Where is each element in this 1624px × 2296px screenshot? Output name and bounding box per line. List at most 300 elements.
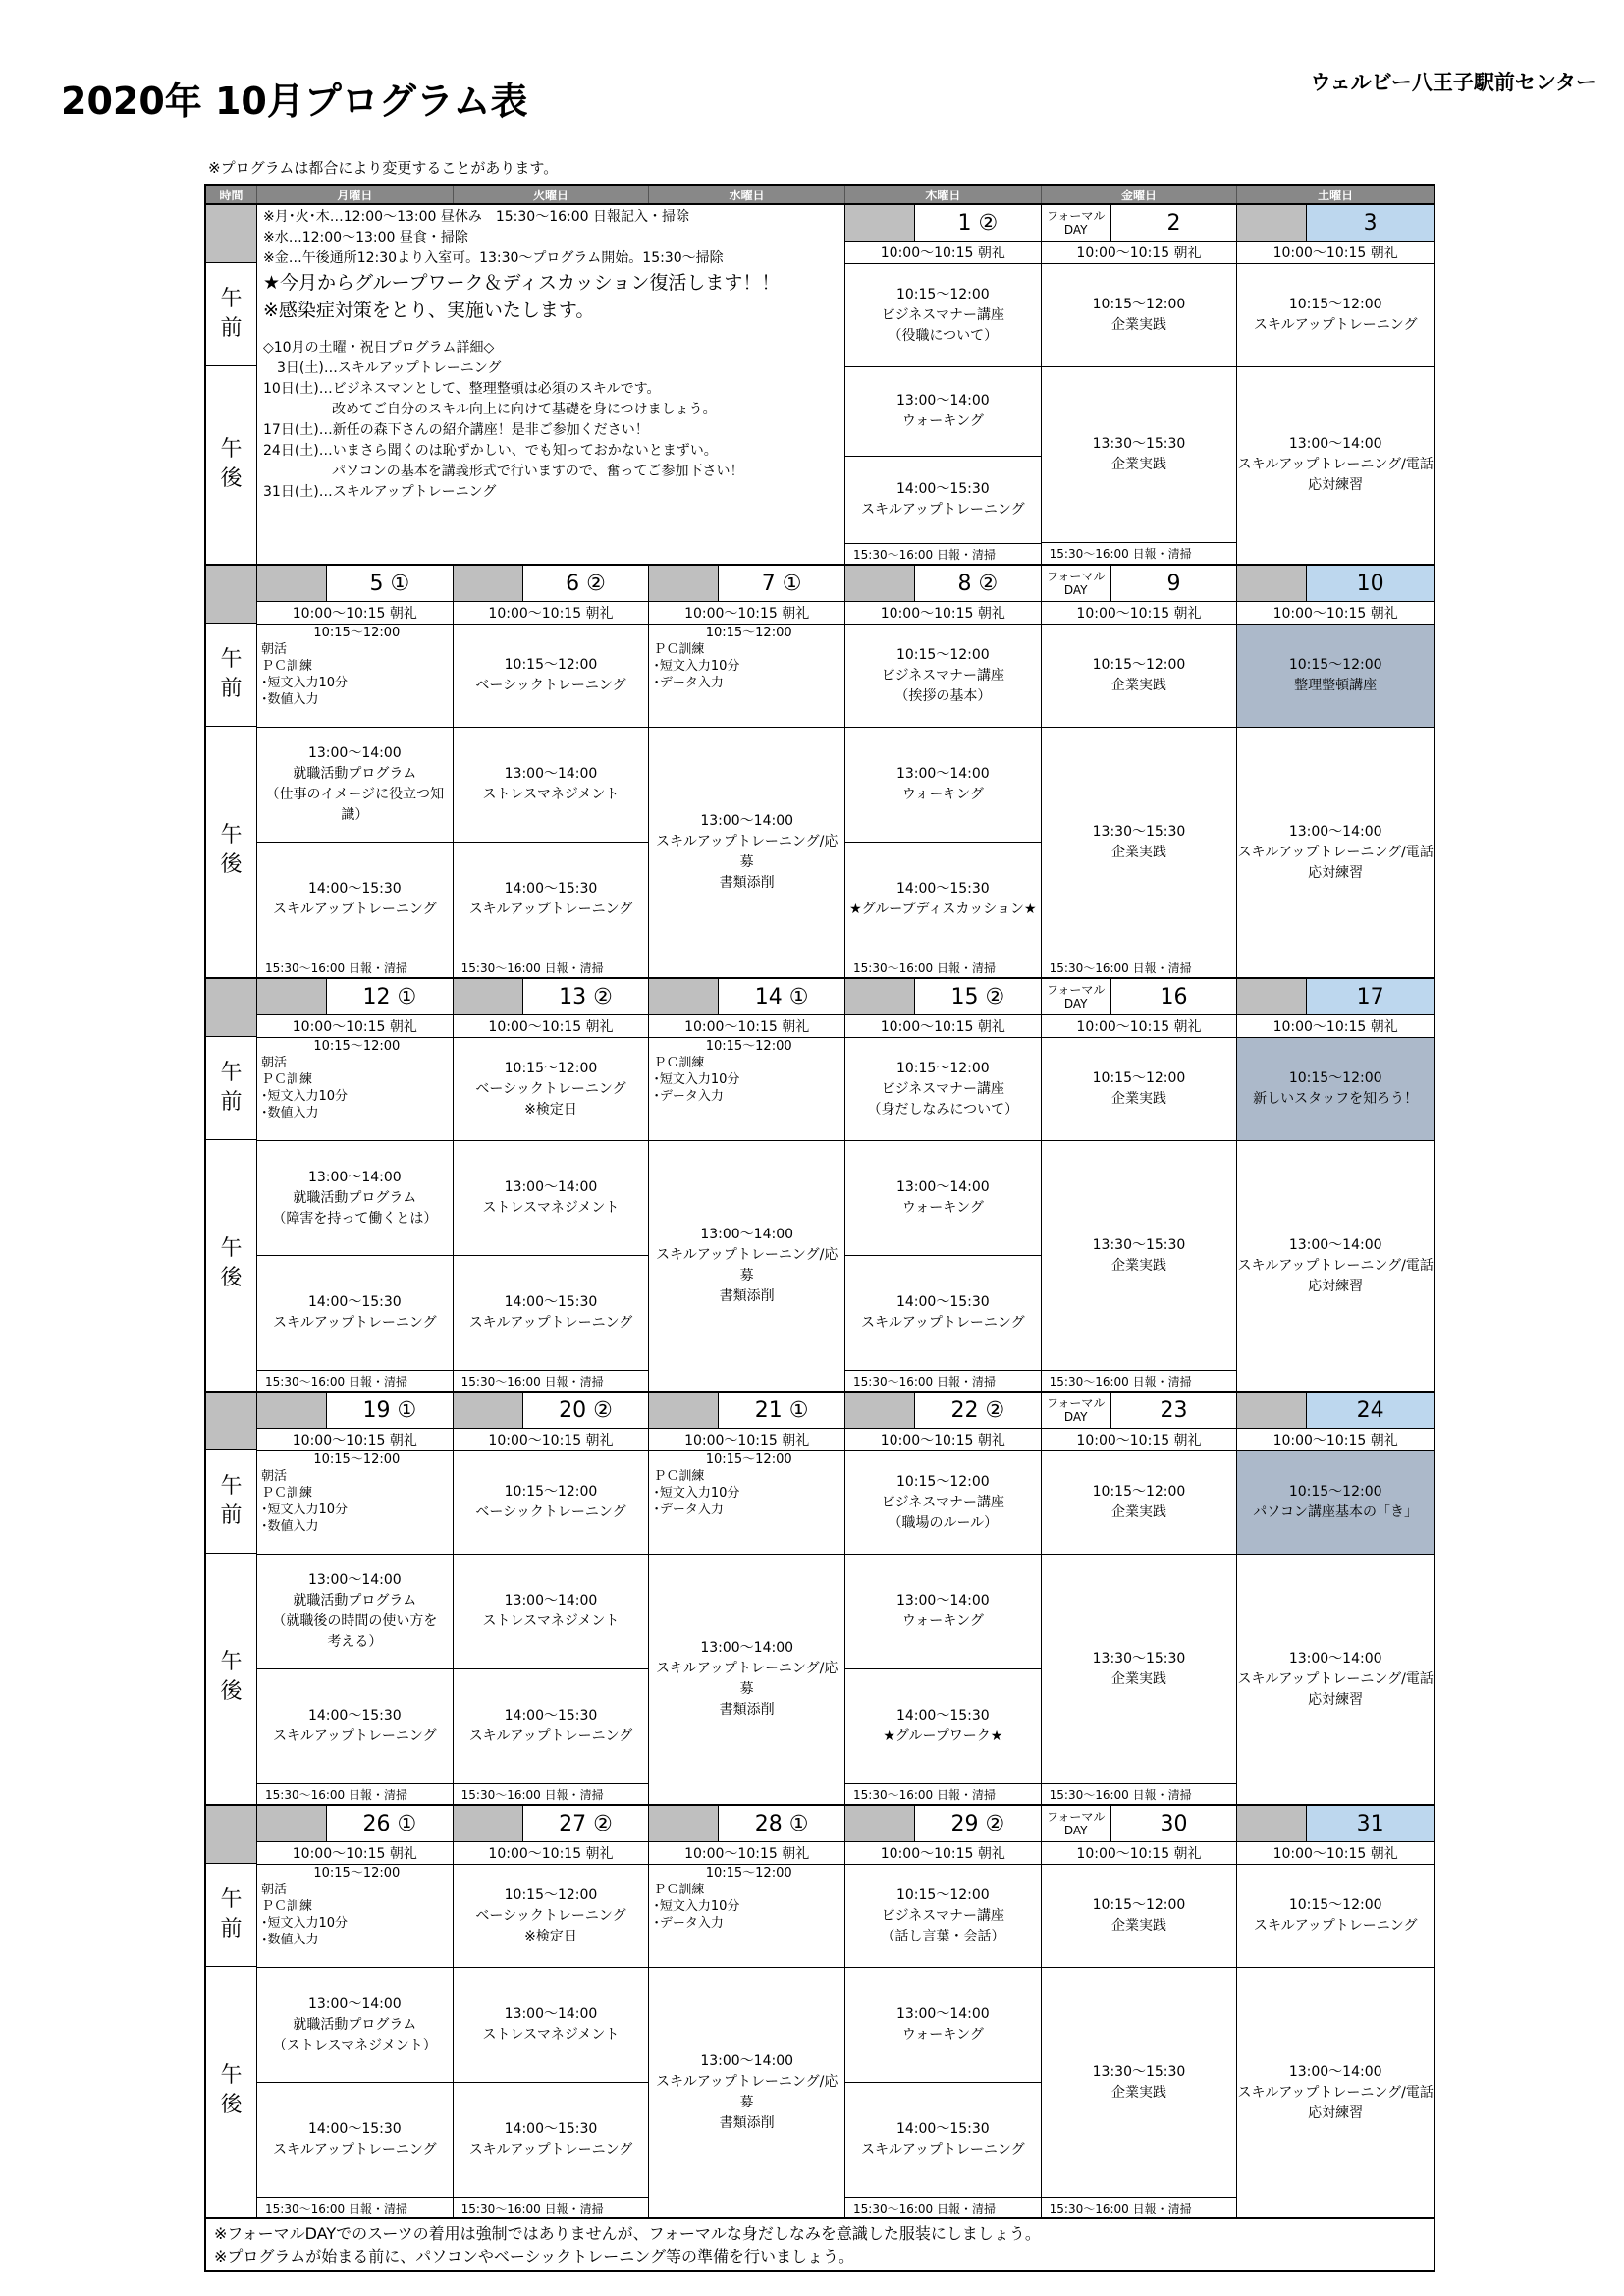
day-cell-thu — [845, 1393, 1042, 1804]
date-number: 3 — [1363, 210, 1378, 236]
header-row — [206, 186, 1434, 203]
pm-char-1: 午 — [220, 823, 243, 847]
program-time: 13:00～14:00 — [504, 2006, 598, 2022]
program-line: 応対練習 — [1308, 1691, 1364, 1708]
closing-task: 15:30～16:00 日報・清掃 — [265, 1787, 407, 1802]
page-title: 2020年 10月プログラム表 — [61, 80, 528, 123]
program-line: 朝活 — [261, 1469, 288, 1484]
program-line: 識） — [341, 807, 369, 823]
am-program — [1042, 1038, 1237, 1141]
program-line: ＰＣ訓練 — [653, 1883, 705, 1897]
date-number: 13 ② — [559, 984, 613, 1010]
date-number: 12 ① — [362, 984, 417, 1010]
program-line: 就職活動プログラム — [293, 766, 417, 782]
day-cell-tue — [454, 979, 650, 1391]
date-number: 14 ① — [754, 984, 809, 1010]
am-program — [845, 1451, 1041, 1555]
am-label — [206, 1450, 256, 1554]
program-line: ベーシックトレーニング — [475, 1080, 626, 1097]
program-time: 14:00～15:30 — [895, 1708, 990, 1723]
program-time: 13:00～14:00 — [1288, 1236, 1382, 1253]
week-2 — [206, 564, 1434, 977]
morning-assembly: 10:00～10:15 朝礼 — [454, 1015, 649, 1038]
program-line: ･短文入力10分 — [653, 1072, 740, 1087]
program-line: ＰＣ訓練 — [653, 1469, 705, 1484]
am-program — [257, 1451, 453, 1555]
am-char-1: 午 — [220, 1061, 243, 1085]
pm-program-1 — [257, 728, 453, 843]
header-sat: 土曜日 — [1318, 188, 1354, 202]
program-line: ビジネスマナー講座 — [881, 1494, 1004, 1510]
pm-program — [1237, 728, 1434, 977]
morning-assembly: 10:00～10:15 朝礼 — [1042, 1015, 1237, 1038]
date-bar — [257, 1806, 453, 1842]
time-corner — [206, 1806, 256, 1864]
program-name: ビジネスマナー講座 — [881, 306, 1004, 323]
program-line: ビジネスマナー講座 — [881, 1907, 1004, 1924]
am-program — [257, 1865, 453, 1968]
day-cell-thu — [845, 1806, 1042, 2217]
program-time: 13:30～15:30 — [1092, 823, 1186, 840]
program-line: スキルアップトレーニング — [861, 2142, 1025, 2158]
pm-program — [1042, 1968, 1237, 2198]
program-line: スキルアップトレーニング/電話 — [1237, 1670, 1434, 1687]
pm-char-1: 午 — [220, 1650, 243, 1674]
date-number: 16 — [1160, 984, 1188, 1010]
program-time: 13:00～14:00 — [895, 766, 990, 782]
program-line: ･データ入力 — [653, 1916, 724, 1931]
pm-char-2: 後 — [220, 466, 243, 491]
pm-program-2 — [454, 843, 649, 957]
center-name: ウェルビー八王子駅前センター — [1310, 71, 1597, 94]
program-time: 10:15～12:00 — [504, 1484, 598, 1500]
note-line: ★今月からグループワーク＆ディスカッション復活します！！ — [263, 272, 781, 294]
am-program — [649, 625, 844, 728]
pm-label — [206, 1967, 256, 2214]
date-bar — [845, 1393, 1041, 1429]
program-name: スキルアップトレーニング — [861, 502, 1025, 518]
morning-assembly: 10:00～10:15 朝礼 — [1237, 602, 1434, 625]
footer-line: ※フォーマルDAYでのスーツの着用は強制ではありませんが、フォーマルな身だしなみを意識した服装にしましょう。 — [214, 2224, 1041, 2243]
program-line: ＰＣ訓練 — [261, 659, 313, 674]
date-number: 2 — [1166, 210, 1181, 236]
day-cell-wed — [649, 1393, 845, 1804]
program-line: ベーシックトレーニング — [475, 1504, 626, 1520]
note-line: 10日(土)…ビジネスマンとして、整理整頓は必須のスキルです。 — [263, 381, 661, 397]
program-line: スキルアップトレーニング — [468, 1728, 633, 1744]
program-line: ･データ入力 — [653, 1089, 724, 1104]
program-line: 書類添削 — [719, 2115, 775, 2131]
morning-assembly: 10:00～10:15 朝礼 — [845, 602, 1041, 625]
program-line: 企業実践 — [1110, 1091, 1166, 1107]
am-program — [1042, 1451, 1237, 1555]
program-line: 新しいスタッフを知ろう！ — [1253, 1091, 1419, 1107]
program-time: 13:00～14:00 — [504, 1593, 598, 1609]
formal-label-day: DAY — [1063, 223, 1088, 237]
pm-program — [1042, 367, 1237, 543]
formal-label-day: DAY — [1063, 1824, 1088, 1837]
pm-program-1 — [845, 367, 1041, 457]
formal-day-badge — [1042, 1393, 1111, 1428]
formal-day-badge — [1042, 205, 1111, 241]
date-bar — [1237, 979, 1434, 1015]
date-number: 8 ② — [957, 571, 999, 596]
time-corner — [206, 205, 256, 263]
pm-program-2 — [845, 2083, 1041, 2198]
date-pad — [845, 205, 915, 241]
time-corner — [206, 566, 256, 624]
date-number: 28 ① — [754, 1811, 809, 1836]
am-program — [1237, 1038, 1434, 1141]
program-time: 13:00～14:00 — [1288, 436, 1382, 452]
date-bar — [454, 1806, 649, 1842]
program-line: スキルアップトレーニング/応募 — [656, 834, 839, 870]
program-time: 13:00～14:00 — [895, 1593, 990, 1609]
am-label — [206, 624, 256, 727]
program-name: ウォーキング — [901, 413, 984, 429]
program-line: （話し言葉・会話） — [881, 1928, 1005, 1944]
program-time: 10:15～12:00 — [313, 1452, 401, 1467]
date-bar — [1237, 205, 1434, 242]
time-column — [206, 566, 257, 977]
morning-assembly: 10:00～10:15 朝礼 — [845, 1842, 1041, 1865]
day-cell-fri — [1042, 566, 1238, 977]
pm-program — [649, 1555, 844, 1804]
morning-assembly: 10:00～10:15 朝礼 — [649, 1015, 844, 1038]
day-cell-mon — [257, 979, 454, 1391]
date-bar — [454, 1393, 649, 1429]
am-program — [1237, 1451, 1434, 1555]
pm-char-2: 後 — [220, 1266, 243, 1290]
program-line: 企業実践 — [1110, 1257, 1166, 1274]
date-number: 20 ② — [559, 1397, 613, 1423]
note-line: ※金…午後通所12:30より入室可。13:30～プログラム開始。15:30～掃除 — [263, 250, 724, 266]
formal-label: フォーマル — [1046, 209, 1106, 223]
program-line: パソコン講座基本の「き」 — [1253, 1504, 1419, 1520]
pm-label — [206, 727, 256, 974]
pm-program — [649, 728, 844, 977]
morning-assembly: 10:00～10:15 朝礼 — [649, 1842, 844, 1865]
pm-program-2 — [845, 457, 1041, 544]
program-line: 書類添削 — [719, 1702, 775, 1718]
program-line: 朝活 — [261, 1056, 288, 1070]
program-line: ＰＣ訓練 — [261, 1486, 313, 1501]
program-line: （職場のルール） — [888, 1514, 999, 1531]
date-bar — [257, 1393, 453, 1429]
pre-note: ※プログラムは都合により変更することがあります。 — [208, 159, 559, 177]
date-bar — [257, 566, 453, 602]
date-number: 10 — [1356, 571, 1384, 596]
program-line: ･短文入力10分 — [261, 1503, 349, 1517]
program-line: スキルアップトレーニング — [273, 2142, 437, 2158]
time-column — [206, 205, 257, 564]
pm-char-1: 午 — [220, 2063, 243, 2088]
closing-task: 15:30～16:00 日報・清掃 — [853, 2201, 996, 2215]
formal-label-day: DAY — [1063, 1410, 1088, 1424]
program-line: スキルアップトレーニング/応募 — [656, 1661, 839, 1697]
program-line: ･データ入力 — [653, 676, 724, 690]
program-time: 10:15～12:00 — [1092, 1484, 1186, 1500]
program-time: 14:00～15:30 — [504, 2121, 598, 2137]
date-bar — [649, 1393, 844, 1429]
program-line: （ストレスマネジメント） — [272, 2037, 437, 2053]
date-pad — [257, 1806, 327, 1841]
program-line: スキルアップトレーニング — [468, 2142, 633, 2158]
program-time: 13:00～14:00 — [700, 813, 794, 829]
date-pad — [845, 979, 915, 1014]
am-program — [649, 1865, 844, 1968]
date-pad — [257, 979, 327, 1014]
date-number: 6 ② — [566, 571, 606, 596]
am-char-1: 午 — [220, 1887, 243, 1912]
program-time: 13:00～14:00 — [700, 1227, 794, 1242]
date-number: 1 ② — [957, 210, 999, 236]
day-cell-mon — [257, 1393, 454, 1804]
pm-program — [1042, 728, 1237, 957]
formal-label: フォーマル — [1046, 983, 1106, 997]
am-program — [1042, 1865, 1237, 1968]
pm-program-1 — [454, 1968, 649, 2083]
am-program — [845, 1865, 1041, 1968]
note-line: ◇10月の土曜・祝日プログラム詳細◇ — [263, 340, 495, 355]
program-line: ★グループディスカッション★ — [849, 902, 1037, 917]
program-line: 書類添削 — [719, 1288, 775, 1304]
day-cell-sat — [1237, 205, 1434, 564]
closing-task: 15:30～16:00 日報・清掃 — [265, 1374, 407, 1389]
program-line: ＰＣ訓練 — [261, 1072, 313, 1087]
am-char-1: 午 — [220, 1474, 243, 1499]
day-cell-wed — [649, 979, 845, 1391]
time-corner — [206, 979, 256, 1037]
program-time: 14:00～15:30 — [895, 481, 990, 497]
program-line: （挨拶の基本） — [894, 687, 992, 704]
program-name: スキルアップトレーニング/電話 — [1237, 457, 1434, 472]
program-line: ※検定日 — [524, 1928, 577, 1944]
am-program — [1042, 264, 1237, 367]
morning-assembly: 10:00～10:15 朝礼 — [454, 1842, 649, 1865]
am-label — [206, 1864, 256, 1967]
program-time: 10:15～12:00 — [1288, 1484, 1382, 1500]
program-line: （身だしなみについて） — [867, 1101, 1019, 1118]
day-cell-tue — [454, 1806, 650, 2217]
day-cell-mon — [257, 1806, 454, 2217]
program-time: 14:00～15:30 — [307, 881, 402, 897]
date-number: 29 ② — [950, 1811, 1005, 1836]
am-program — [257, 1038, 453, 1141]
program-time: 13:30～15:30 — [1092, 2063, 1186, 2080]
day-cell-fri — [1042, 205, 1238, 564]
program-time: 13:30～15:30 — [1092, 436, 1186, 452]
program-line: スキルアップトレーニング/電話 — [1237, 844, 1434, 860]
program-time: 10:15～12:00 — [1288, 1070, 1382, 1086]
date-pad — [1237, 979, 1307, 1014]
program-line: ･短文入力10分 — [261, 676, 349, 690]
date-bar — [1042, 1806, 1237, 1842]
pm-program-1 — [454, 1555, 649, 1669]
morning-assembly: 10:00～10:15 朝礼 — [454, 1429, 649, 1451]
am-program — [649, 1038, 844, 1141]
day-cell-mon — [257, 566, 454, 977]
day-cell-wed — [649, 566, 845, 977]
morning-assembly: 10:00～10:15 朝礼 — [1042, 1429, 1237, 1451]
header-thu: 木曜日 — [845, 186, 1042, 203]
program-time: 10:15～12:00 — [705, 1039, 792, 1054]
pm-program — [649, 1968, 844, 2217]
program-line: ビジネスマナー講座 — [881, 1080, 1004, 1097]
note-line: ※水…12:00～13:00 昼食・掃除 — [263, 230, 468, 246]
note-line: パソコンの基本を講義形式で行いますので、奮ってご参加下さい！ — [263, 464, 744, 479]
pm-char-2: 後 — [220, 1679, 243, 1704]
day-cell-tue — [454, 566, 650, 977]
date-pad — [649, 1393, 719, 1428]
header-tue: 火曜日 — [454, 186, 650, 203]
program-line: ストレスマネジメント — [482, 2027, 620, 2043]
program-line: ･数値入力 — [261, 1933, 319, 1947]
program-line: （仕事のイメージに役立つ知 — [265, 787, 445, 802]
header-wed: 水曜日 — [649, 186, 845, 203]
program-time: 13:00～14:00 — [1288, 823, 1382, 840]
program-line: 書類添削 — [719, 875, 775, 891]
pm-program-1 — [454, 728, 649, 843]
pm-program-1 — [845, 728, 1041, 843]
header-time: 時間 — [206, 186, 257, 203]
program-time: 13:00～14:00 — [700, 2053, 794, 2069]
header-fri: 金曜日 — [1042, 186, 1238, 203]
morning-assembly: 10:00～10:15 朝礼 — [1042, 242, 1237, 264]
program-line: ･数値入力 — [261, 1519, 319, 1534]
date-bar — [454, 566, 649, 602]
day-cell-wed — [649, 1806, 845, 2217]
program-line: スキルアップトレーニング — [861, 1315, 1025, 1331]
program-time: 10:15～12:00 — [504, 1886, 598, 1903]
program-line: 応対練習 — [1308, 864, 1364, 881]
program-time: 10:15～12:00 — [895, 646, 990, 663]
date-number: 21 ① — [754, 1397, 809, 1423]
formal-label: フォーマル — [1046, 570, 1106, 583]
program-time: 13:00～14:00 — [1288, 1650, 1382, 1667]
date-bar — [1042, 566, 1237, 602]
program-line: （障害を持って働くとは） — [272, 1210, 438, 1227]
schedule-table — [204, 184, 1435, 2272]
am-program — [845, 625, 1041, 728]
program-time: 14:00～15:30 — [307, 1708, 402, 1723]
am-program — [845, 1038, 1041, 1141]
note-line: 3日(土)…スキルアップトレーニング — [263, 360, 502, 376]
program-line: 応対練習 — [1308, 2105, 1364, 2121]
footer-notes — [206, 2217, 1434, 2270]
program-line: スキルアップトレーニング — [273, 1315, 437, 1331]
program-time: 10:15～12:00 — [504, 657, 598, 673]
program-time: 14:00～15:30 — [307, 2121, 402, 2137]
am-char-2: 前 — [220, 1917, 243, 1941]
pm-program-2 — [845, 1256, 1041, 1371]
closing-task: 15:30～16:00 日報・清掃 — [460, 2201, 604, 2215]
program-time: 10:15～12:00 — [313, 1866, 401, 1881]
program-time: 10:15～12:00 — [1288, 1897, 1382, 1913]
program-time: 10:15～12:00 — [1288, 657, 1382, 673]
footer-line: ※プログラムが始まる前に、パソコンやベーシックトレーニング等の準備を行いましょう。 — [214, 2247, 854, 2266]
date-number: 9 — [1166, 571, 1181, 596]
program-line: 応対練習 — [1308, 1278, 1364, 1294]
weeks-container — [206, 564, 1434, 2217]
date-bar — [454, 979, 649, 1015]
am-char-1: 午 — [220, 647, 243, 672]
time-corner — [206, 1393, 256, 1450]
program-line: ･短文入力10分 — [261, 1916, 349, 1931]
am-program — [845, 264, 1041, 367]
formal-day-badge — [1042, 566, 1111, 601]
pm-program-1 — [257, 1555, 453, 1669]
pm-program — [1237, 1141, 1434, 1391]
date-number: 15 ② — [950, 984, 1005, 1010]
time-column — [206, 1393, 257, 1804]
program-line: 企業実践 — [1110, 1918, 1166, 1934]
morning-assembly: 10:00～10:15 朝礼 — [649, 1429, 844, 1451]
note-line: 改めてご自分のスキル向上に向けて基礎を身につけましょう。 — [263, 402, 717, 417]
program-time: 13:30～15:30 — [1092, 1236, 1186, 1253]
date-pad — [649, 979, 719, 1014]
date-bar — [845, 979, 1041, 1015]
am-program — [257, 625, 453, 728]
program-time: 10:15～12:00 — [1288, 297, 1382, 312]
am-program — [454, 1865, 649, 1968]
closing-task: 15:30～16:00 日報・清掃 — [1049, 2201, 1192, 2215]
date-pad — [257, 1393, 327, 1428]
closing-task: 15:30～16:00 日報・清掃 — [1049, 1787, 1192, 1802]
pm-label — [206, 366, 256, 563]
am-char-2: 前 — [220, 1090, 243, 1115]
pm-program — [1042, 1141, 1237, 1371]
closing-task: 15:30～16:00 日報・清掃 — [853, 960, 996, 975]
program-time: 14:00～15:30 — [504, 1708, 598, 1723]
date-number: 19 ① — [362, 1397, 417, 1423]
date-bar — [845, 1806, 1041, 1842]
am-program — [1237, 625, 1434, 728]
program-line: 企業実践 — [1110, 2084, 1166, 2101]
date-pad — [1237, 566, 1307, 601]
date-pad — [649, 566, 719, 601]
header-mon: 月曜日 — [257, 186, 454, 203]
morning-assembly: 10:00～10:15 朝礼 — [1237, 242, 1434, 264]
program-time: 14:00～15:30 — [895, 1294, 990, 1310]
program-line: 就職活動プログラム — [293, 2016, 417, 2033]
date-pad — [1237, 205, 1307, 241]
program-line: スキルアップトレーニング — [468, 902, 633, 917]
program-line: ･データ入力 — [653, 1503, 724, 1517]
pm-program-1 — [845, 1555, 1041, 1669]
day-cell-sat — [1237, 1806, 1434, 2217]
program-time: 13:00～14:00 — [700, 1640, 794, 1656]
note-line — [263, 324, 839, 338]
program-time: 10:15～12:00 — [313, 626, 401, 640]
day-cell-thu — [845, 205, 1042, 564]
morning-assembly: 10:00～10:15 朝礼 — [845, 1429, 1041, 1451]
morning-assembly: 10:00～10:15 朝礼 — [1042, 1842, 1237, 1865]
pm-program — [649, 1141, 844, 1391]
time-column — [206, 979, 257, 1391]
closing-task: 15:30～16:00 日報・清掃 — [265, 2201, 407, 2215]
morning-assembly: 10:00～10:15 朝礼 — [1237, 1842, 1434, 1865]
pm-program — [1237, 367, 1434, 563]
note-line: ※月･火･木…12:00～13:00 昼休み 15:30～16:00 日報記入・掃除 — [263, 209, 690, 225]
pm-program-2 — [257, 1256, 453, 1371]
pm-program-1 — [845, 1968, 1041, 2083]
program-time: 13:00～14:00 — [307, 1169, 402, 1185]
am-label — [206, 1037, 256, 1140]
program-line: ストレスマネジメント — [482, 787, 620, 802]
program-line: ･短文入力10分 — [653, 659, 740, 674]
morning-assembly: 10:00～10:15 朝礼 — [1237, 1429, 1434, 1451]
